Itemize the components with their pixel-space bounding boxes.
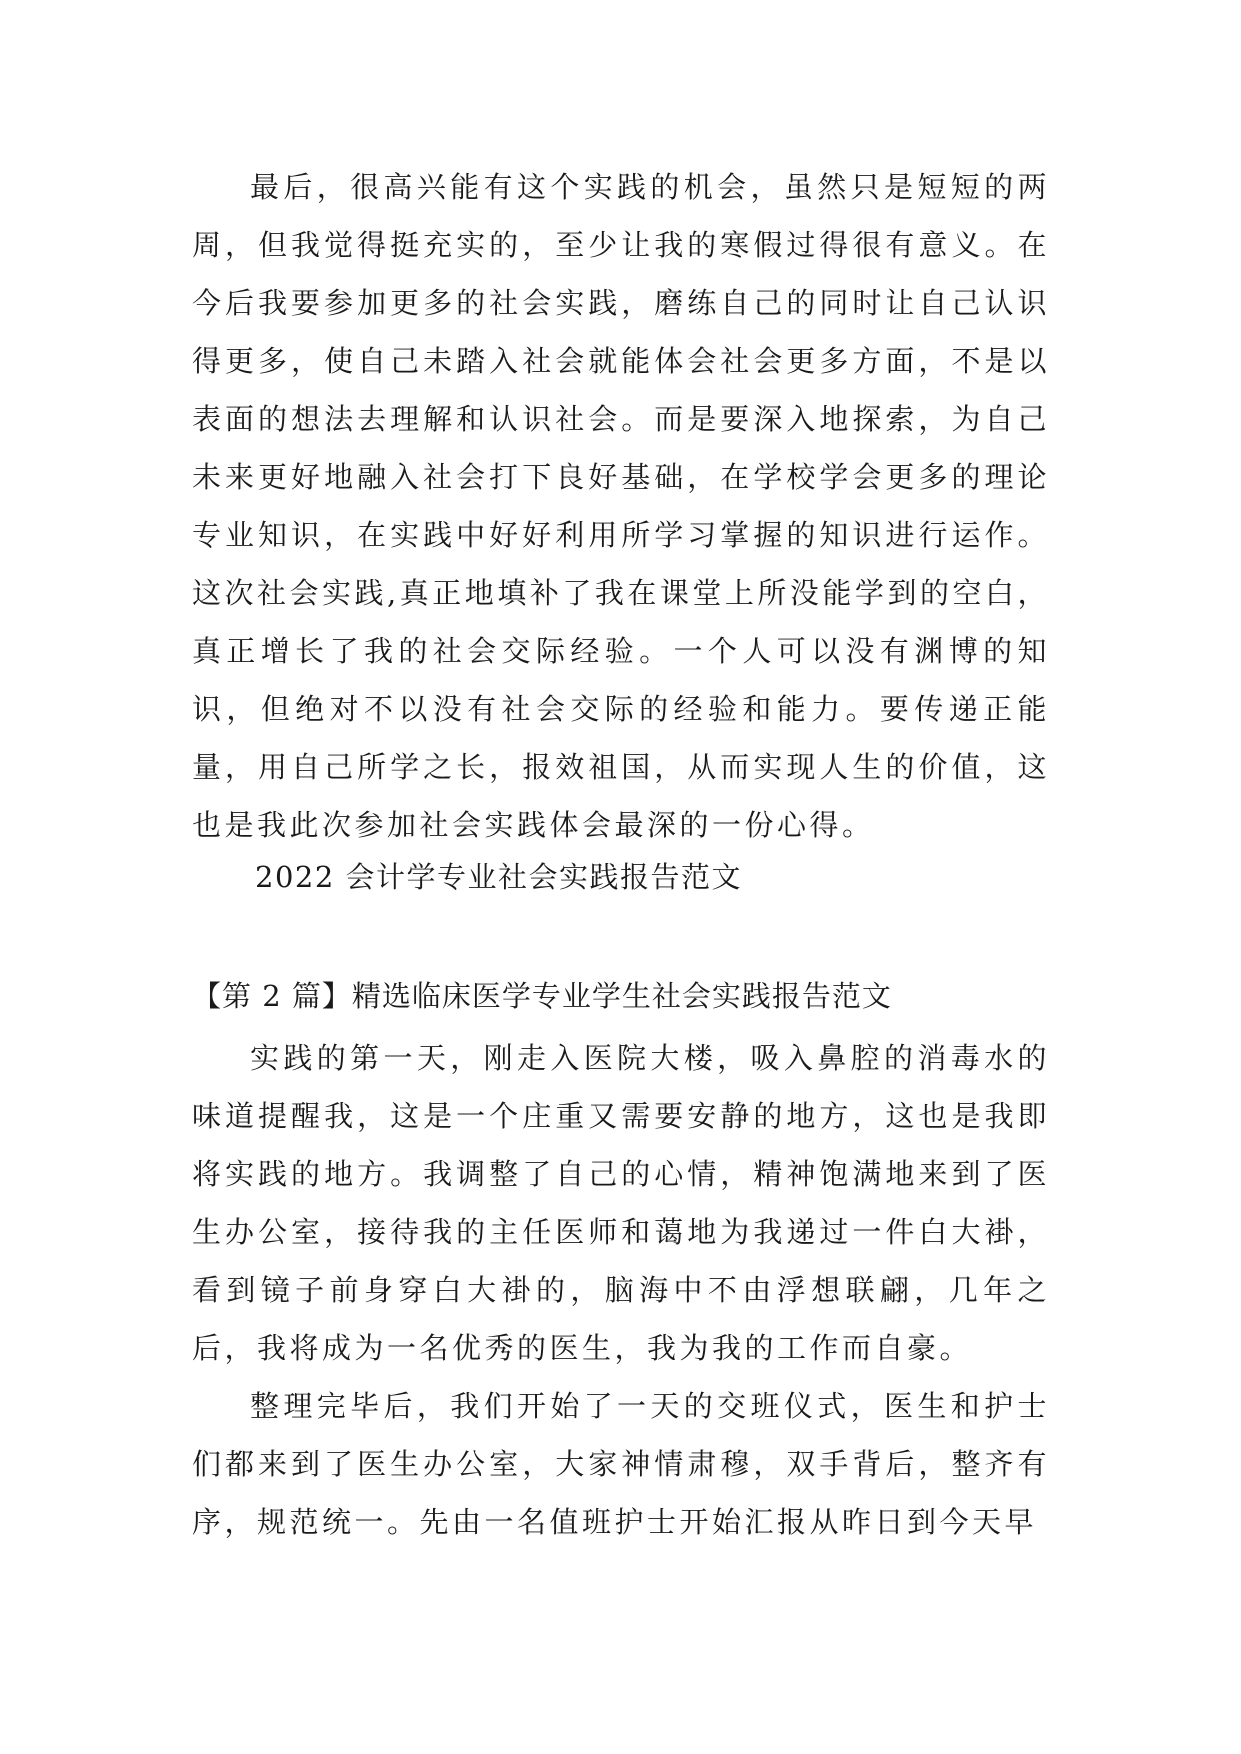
section-paragraph: 整理完毕后，我们开始了一天的交班仪式，医生和护士们都来到了医生办公室，大家神情肃穆，双手背后，整齐有序，规范统一。先由一名值班护士开始汇报从昨日到今天早	[192, 1389, 1050, 1539]
section-paragraph: 实践的第一天，刚走入医院大楼，吸入鼻腔的消毒水的味道提醒我，这是一个庄重又需要安静的地方，这也是我即将实践的地方。我调整了自己的心情，精神饱满地来到了医生办公室，接待我的主任医师和蔼地为我递过一件白大褂，看到镜子前身穿白大褂的，脑海中不由浮想联翩，几年之后，我将成为一名优秀的医生，我为我的工作而自豪。	[192, 1041, 1050, 1365]
section-heading: 【第 2 篇】精选临床医学专业学生社会实践报告范文	[192, 979, 892, 1013]
intro-paragraph: 最后，很高兴能有这个实践的机会，虽然只是短短的两周，但我觉得挺充实的，至少让我的寒假过得很有意义。在今后我要参加更多的社会实践，磨练自己的同时让自己认识得更多，使自己未踏入社会就能体会社会更多方面，不是以表面的想法去理解和认识社会。而是要深入地探索，为自己未来更好地融入社会打下良好基础，在学校学会更多的理论专业知识，在实践中好好利用所学习掌握的知识进行运作。这次社会实践,真正地填补了我在课堂上所没能学到的空白，真正增长了我的社会交际经验。一个人可以没有渊博的知识，但绝对不以没有社会交际的经验和能力。要传递正能量，用自己所学之长，报效祖国，从而实现人生的价值，这也是我此次参加社会实践体会最深的一份心得。	[192, 170, 1050, 842]
intro-block	[192, 158, 1050, 854]
report-subtitle: 2022 会计学专业社会实践报告范文	[255, 860, 743, 894]
section-body	[192, 1029, 1050, 1551]
